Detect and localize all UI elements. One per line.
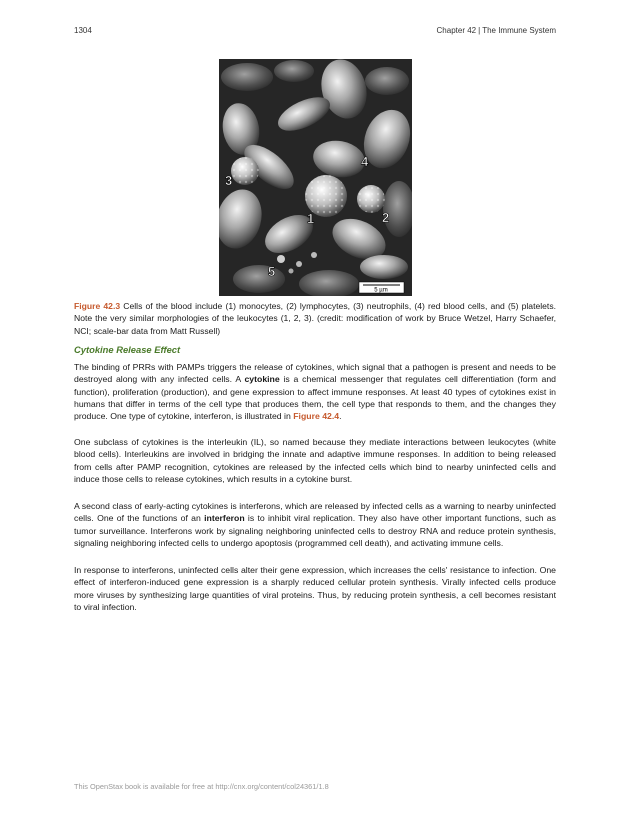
section-title: Cytokine Release Effect xyxy=(74,344,181,355)
figure-marker-1: 1 xyxy=(307,211,315,226)
header-separator: | xyxy=(478,26,481,35)
scale-bar-label: 5 µm xyxy=(374,287,388,294)
paragraph-interleukin: One subclass of cytokines is the interleukin (IL), so named because they mediate interactions between leukocytes (white blood cells). Interleukins are involved in bridging the innate and adaptive immune responses. In addition to being released from cells after PAMP recognition, cytokines are released by the infected cells which bind to nearby uninfected cells and induce those cells to release cytokines, which results in a cytokine burst. xyxy=(74,437,556,484)
figure-link[interactable]: Figure 42.4 xyxy=(293,411,340,422)
figure-marker-3: 3 xyxy=(225,173,233,188)
figure-marker-4: 4 xyxy=(361,154,369,169)
running-head xyxy=(437,26,556,35)
neutrophil xyxy=(231,157,259,185)
paragraph-interferon xyxy=(74,500,556,549)
paragraph-text: is to inhibit viral replication. They also have other important functions, such as tumor surveillance. Interferons work by signaling neighboring uninfected cells to destroy RNA and reduce protein synthesis, signaling neighboring infected cells to undergo apoptosis (programmed cell death), and activating immune cells. xyxy=(74,513,556,548)
key-term-cytokine: cytokine xyxy=(244,374,280,385)
figure-marker-2: 2 xyxy=(382,210,390,225)
paragraph-text: . xyxy=(339,411,342,422)
caption-text: Cells of the blood include (1) monocytes, (2) lymphocytes, (3) neutrophils, (4) red blood cells, and (5) platelets. Note the very similar morphologies of the leukocytes (1, 2, 3). (credit: modification of work by Bruce Wetzel, Harry Schaefer, NCI; scale-bar data from Matt Russell) xyxy=(74,301,557,336)
figure-label: Figure 42.3 xyxy=(74,301,121,311)
chapter-title: The Immune System xyxy=(482,26,556,35)
key-term-interferon: interferon xyxy=(204,513,245,524)
page-footer: This OpenStax book is available for free at http://cnx.org/content/col24361/1.8 xyxy=(74,782,329,791)
blood-cells-micrograph xyxy=(219,59,412,296)
paragraph-cytokine-intro xyxy=(74,361,556,422)
chapter-number: Chapter 42 xyxy=(436,26,477,35)
paragraph-text: is a chemical messenger that regulates cell differentiation (form and function), proliferation (production), and gene expression to affect immune responses. At least 40 types of cytokines exist in humans that differ in terms of the cell type that produces them, the cell type that responds to them, and the changes they produce. One type of cytokine, interferon, is illustrated in xyxy=(74,374,556,422)
paragraph-text: A second class of early-acting cytokines is interferons, which are released by infected cells as a warning to nearby uninfected cells. One of the functions of an xyxy=(74,501,556,524)
figure-marker-5: 5 xyxy=(268,264,276,279)
page-number: 1304 xyxy=(74,26,92,35)
lymphocyte xyxy=(357,185,385,213)
figure-caption xyxy=(74,300,556,337)
paragraph-interferon-response: In response to interferons, uninfected cells alter their gene expression, which increases the cells' resistance to infection. One effect of interferon-induced gene expression is a sharply reduced cellular protein synthesis. Virally infected cells produce more viruses by synthesizing large quantities of viral proteins. Thus, by reducing protein synthesis, a cell becomes resistant to viral infection. xyxy=(74,565,556,612)
paragraph-text: The binding of PRRs with PAMPs triggers the release of cytokines, which signal that a pathogen is present and needs to be destroyed along with any infected cells. A xyxy=(74,362,556,385)
scale-bar xyxy=(359,282,404,294)
